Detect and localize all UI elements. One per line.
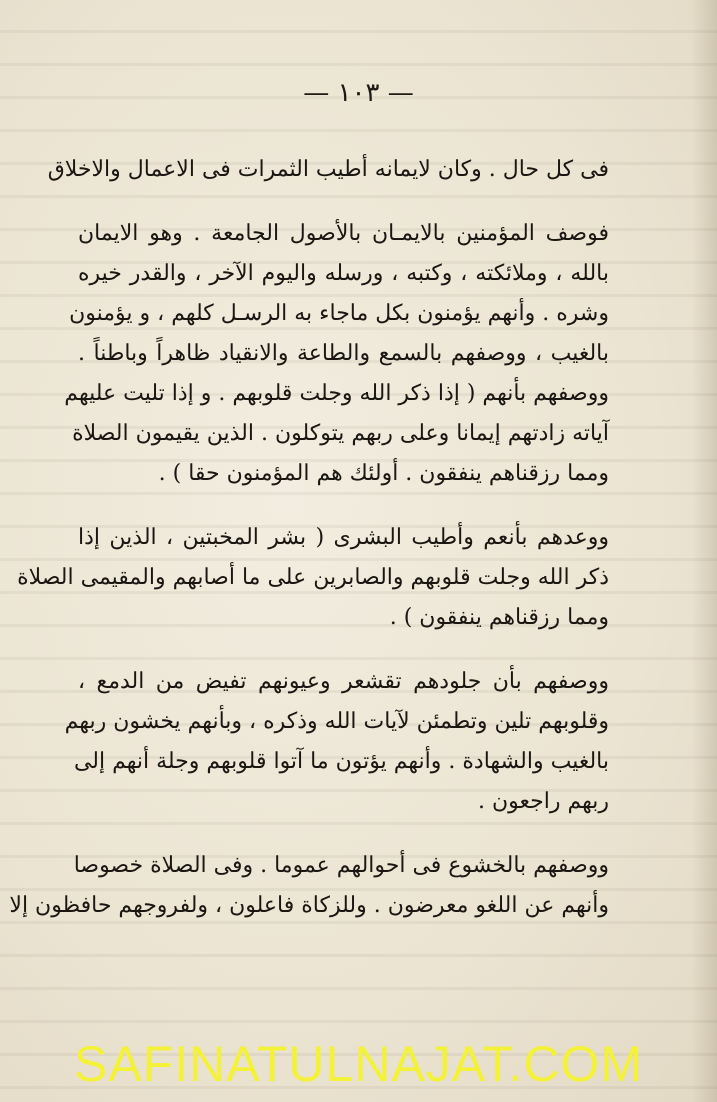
text-line: ذكر الله وجلت قلوبهم والصابرين على ما أصابهم والمقيمى الصلاة <box>17 565 609 590</box>
text-line: ربهم راجعون . <box>478 789 609 814</box>
text-line: وأنهم عن اللغو معرضون . وللزكاة فاعلون ، ولفروجهم حافظون إلا <box>9 893 609 918</box>
text-line: آياته زادتهم إيمانا وعلى ربهم يتوكلون . الذين يقيمون الصلاة <box>72 421 609 446</box>
text-line: ومما رزقناهم ينفقون ) . <box>389 605 609 630</box>
page-body <box>9 150 609 926</box>
paragraph-gap <box>78 190 609 214</box>
text-line: ووصفهم بأنهم ( إذا ذكر الله وجلت قلوبهم . و إذا تليت عليهم <box>64 381 609 406</box>
paragraph-gap <box>78 638 609 662</box>
text-line: ووصفهم بأن جلودهم تقشعر وعيونهم تفيض من الدمع ، <box>78 669 609 694</box>
paragraph-gap <box>78 822 609 846</box>
page-number: — ١٠٣ — <box>303 78 414 108</box>
text-line: ووصفهم بالخشوع فى أحوالهم عموما . وفى الصلاة خصوصا <box>73 853 609 878</box>
text-line: وقلوبهم تلين وتطمئن لآيات الله وذكره ، وبأنهم يخشون ربهم <box>64 709 609 734</box>
text-line: ووعدهم بأنعم وأطيب البشرى ( بشر المخبتين ، الذين إذا <box>78 525 609 550</box>
text-line: ومما رزقناهم ينفقون . أولئك هم المؤمنون حقا ) . <box>158 461 609 486</box>
text-line: وشره . وأنهم يؤمنون بكل ماجاء به الرسـل كلهم ، و يؤمنون <box>69 301 609 326</box>
text-line: فى كل حال . وكان لايمانه أطيب الثمرات فى الاعمال والاخلاق <box>47 157 609 182</box>
text-line: بالله ، وملائكته ، وكتبه ، ورسله واليوم الآخر ، والقدر خيره <box>78 261 609 286</box>
text-line: فوصف المؤمنين بالايمـان بالأصول الجامعة . وهو الايمان <box>78 221 609 246</box>
spine-shadow <box>691 0 717 1102</box>
paragraph-gap <box>78 494 609 518</box>
text-line: بالغيب والشهادة . وأنهم يؤتون ما آتوا قلوبهم وجلة أنهم إلى <box>73 749 609 774</box>
text-line: بالغيب ، ووصفهم بالسمع والطاعة والانقياد ظاهراً وباطناً . <box>78 341 609 366</box>
site-watermark: SAFINATULNAJAT.COM <box>74 1036 643 1092</box>
